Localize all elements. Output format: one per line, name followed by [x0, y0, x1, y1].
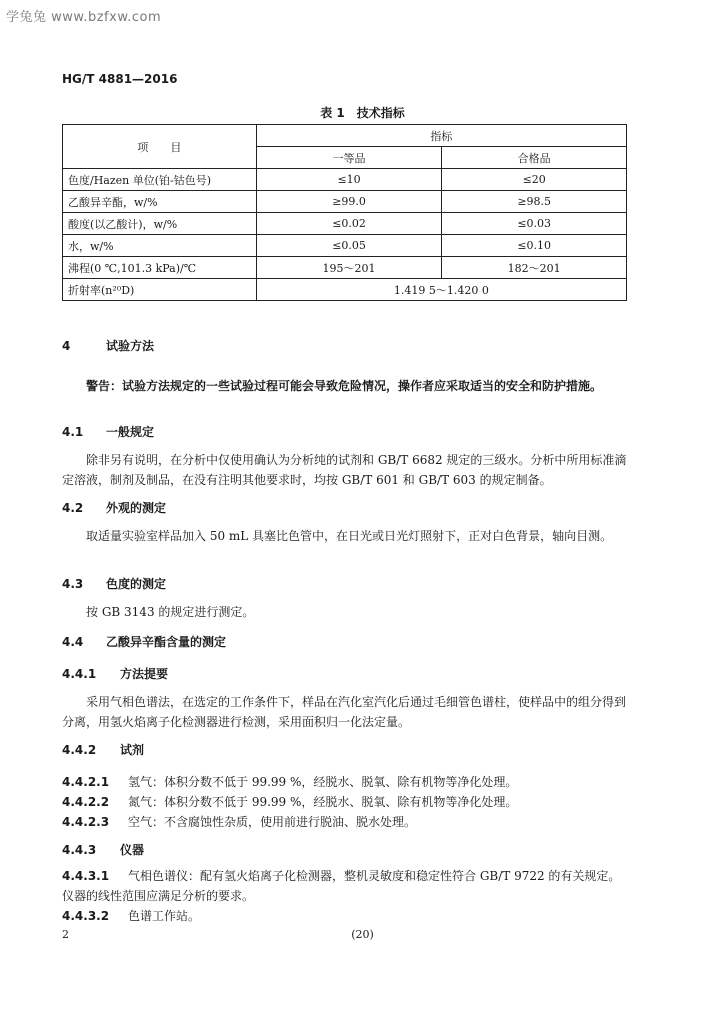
- row-item: 色度/Hazen 单位(铂-钴色号): [63, 169, 257, 191]
- table-row: [63, 257, 627, 279]
- item-text: 色谱工作站。: [128, 909, 201, 923]
- row-item: 折射率(n²⁰D): [63, 279, 257, 301]
- section-4-4-3-heading: [62, 840, 627, 860]
- section-4-4-heading: [62, 632, 627, 652]
- section-4-4-3-1: [62, 866, 627, 906]
- item-text: 氢气：体积分数不低于 99.99 %，经脱水、脱氧、除有机物等净化处理。: [128, 775, 518, 789]
- section-4-1-heading: [62, 422, 627, 442]
- section-4-4-2-3: [62, 812, 627, 832]
- section-4-3-heading: [62, 574, 627, 594]
- section-4-4-2-1: [62, 772, 627, 792]
- section-4-3-text: 按 GB 3143 的规定进行测定。: [86, 605, 255, 619]
- section-4-4-1-text: 采用气相色谱法，在选定的工作条件下，样品在汽化室汽化后通过毛细管色谱柱，使样品中的组分得到分离，用氢火焰离子化检测器进行检测，采用面积归一化法定量。: [62, 695, 627, 729]
- section-4-heading: [62, 336, 627, 356]
- item-number: 4.4.3.1: [62, 869, 110, 883]
- technical-index-table: [62, 124, 627, 301]
- section-title: 一般规定: [106, 425, 155, 439]
- row-grade2: ≥98.5: [442, 191, 627, 213]
- section-title: 试剂: [120, 743, 145, 757]
- section-number: 4.4.2: [62, 743, 97, 757]
- row-grade2: ≤0.03: [442, 213, 627, 235]
- header-item: 项 目: [63, 125, 257, 169]
- row-grade2: ≤20: [442, 169, 627, 191]
- section-number: 4.2: [62, 501, 84, 515]
- header-grade2: 合格品: [442, 147, 627, 169]
- row-item: 乙酸异辛酯，w/%: [63, 191, 257, 213]
- table-row: [63, 235, 627, 257]
- item-text: 氮气：体积分数不低于 99.99 %，经脱水、脱氧、除有机物等净化处理。: [128, 795, 518, 809]
- header-index: 指标: [256, 125, 626, 147]
- section-4-2-heading: [62, 498, 627, 518]
- section-number: 4: [62, 339, 71, 353]
- section-4-2-text: 取适量实验室样品加入 50 mL 具塞比色管中，在日光或日光灯照射下，正对白色背景，轴向目测。: [86, 529, 613, 543]
- section-title: 仪器: [120, 843, 145, 857]
- section-title: 外观的测定: [106, 501, 167, 515]
- row-item: 酸度(以乙酸计)，w/%: [63, 213, 257, 235]
- row-grade1: 195～201: [256, 257, 442, 279]
- row-grade1: ≤0.05: [256, 235, 442, 257]
- row-grade1: ≤10: [256, 169, 442, 191]
- item-number: 4.4.2.3: [62, 815, 110, 829]
- item-text: 气相色谱仪：配有氢火焰离子化检测器，整机灵敏度和稳定性符合 GB/T 9722 的有关规定。仪器的线性范围应满足分析的要求。: [62, 869, 621, 903]
- item-number: 4.4.2.2: [62, 795, 110, 809]
- section-number: 4.4.1: [62, 667, 97, 681]
- page-number: 2: [62, 928, 69, 941]
- section-4-4-1-heading: [62, 664, 627, 684]
- page-code: (20): [351, 928, 374, 941]
- section-title: 方法提要: [120, 667, 169, 681]
- section-title: 试验方法: [106, 339, 155, 353]
- row-grade1: ≥99.0: [256, 191, 442, 213]
- section-4-4-2-2: [62, 792, 627, 812]
- table-header-row: [63, 125, 627, 147]
- section-number: 4.4.3: [62, 843, 97, 857]
- standard-number: HG/T 4881—2016: [62, 72, 178, 86]
- warning-text: 警告：试验方法规定的一些试验过程可能会导致危险情况，操作者应采取适当的安全和防护措施。: [86, 379, 603, 393]
- row-item: 水，w/%: [63, 235, 257, 257]
- table-title: 表 1 技术指标: [320, 106, 405, 120]
- row-grade1: ≤0.02: [256, 213, 442, 235]
- section-4-4-2-heading: [62, 740, 627, 760]
- watermark: 学兔兔 www.bzfxw.com: [6, 10, 162, 25]
- table-row: [63, 279, 627, 301]
- section-number: 4.1: [62, 425, 84, 439]
- row-item: 沸程(0 ℃,101.3 kPa)/℃: [63, 257, 257, 279]
- table-row: [63, 169, 627, 191]
- section-4-1-text: 除非另有说明，在分析中仅使用确认为分析纯的试剂和 GB/T 6682 规定的三级水。分析中所用标准滴定溶液，制剂及制品，在没有注明其他要求时，均按 GB/T 601 和 GB/T 603 的规定制备。: [62, 453, 627, 487]
- header-grade1: 一等品: [256, 147, 442, 169]
- section-title: 乙酸异辛酯含量的测定: [106, 635, 227, 649]
- section-4-4-3-2: [62, 906, 627, 926]
- item-text: 空气：不含腐蚀性杂质，使用前进行脱油、脱水处理。: [128, 815, 417, 829]
- row-value: 1.419 5～1.420 0: [256, 279, 626, 301]
- row-grade2: ≤0.10: [442, 235, 627, 257]
- item-number: 4.4.3.2: [62, 909, 110, 923]
- section-number: 4.4: [62, 635, 84, 649]
- table-row: [63, 213, 627, 235]
- table-row: [63, 191, 627, 213]
- section-number: 4.3: [62, 577, 84, 591]
- section-title: 色度的测定: [106, 577, 167, 591]
- item-number: 4.4.2.1: [62, 775, 110, 789]
- row-grade2: 182～201: [442, 257, 627, 279]
